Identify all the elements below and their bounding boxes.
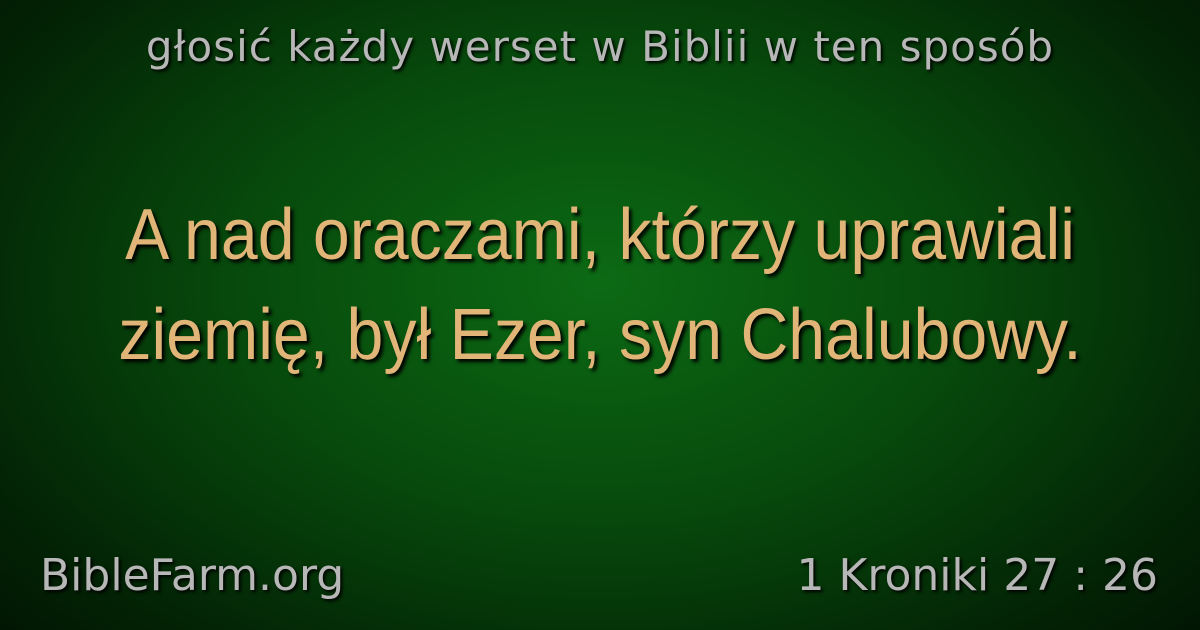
verse-reference: 1 Kroniki 27 : 26 (796, 550, 1158, 601)
verse-line-2: ziemię, był Ezer, syn Chalubowy. (118, 295, 1082, 375)
verse-line-1: A nad oraczami, którzy uprawiali (125, 195, 1075, 275)
tagline: głosić każdy werset w Biblii w ten sposób (145, 22, 1055, 71)
verse-text (76, 185, 1125, 385)
site-name: BibleFarm.org (40, 550, 345, 601)
